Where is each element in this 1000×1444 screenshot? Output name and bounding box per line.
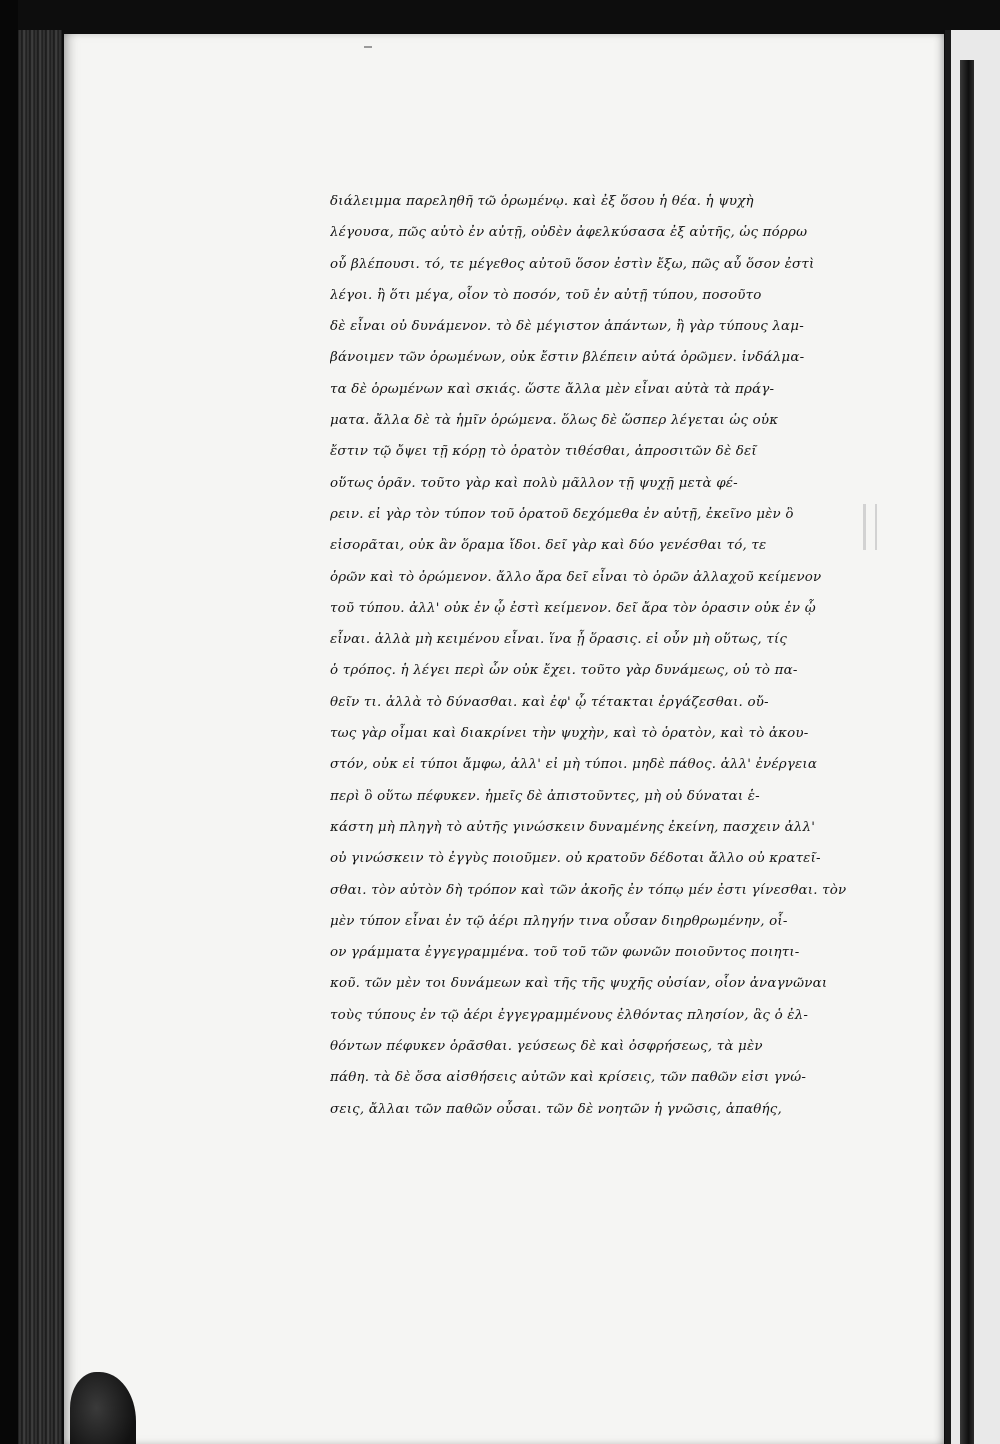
manuscript-line: εἰσορᾶται, οὐκ ἂν ὅραμα ἴδοι. δεῖ γὰρ καὶ δύο γενέσθαι τό, τε xyxy=(330,538,767,554)
manuscript-line: οὗ βλέπουσι. τό, τε μέγεθος αὐτοῦ ὅσον ἐστὶν ἔξω, πῶς αὖ ὅσον ἐστὶ xyxy=(330,256,815,272)
manuscript-line: τοῦ τύπου. ἀλλ' οὐκ ἐν ᾧ ἐστὶ κείμενον. δεῖ ἄρα τὸν ὁρασιν οὐκ ἐν ᾧ xyxy=(330,600,816,616)
manuscript-line: πάθη. τὰ δὲ ὅσα αἰσθήσεις αὐτῶν καὶ κρίσεις, τῶν παθῶν εἰσι γνώ- xyxy=(330,1070,807,1086)
manuscript-line: ὁ τρόπος. ἡ λέγει περὶ ὧν οὐκ ἔχει. τοῦτο γὰρ δυνάμεως, οὐ τὸ πα- xyxy=(330,663,798,679)
manuscript-line: τοὺς τύπους ἐν τῷ ἀέρι ἐγγεγραμμένους ἐλθόντας πλησίον, ἃς ὁ ἐλ- xyxy=(330,1007,809,1023)
page-gutter-shadow xyxy=(960,60,974,1444)
manuscript-line: θόντων πέφυκεν ὁρᾶσθαι. γεύσεως δὲ καὶ ὀσφρήσεως, τὰ μὲν xyxy=(330,1039,763,1055)
manuscript-page xyxy=(64,34,944,1444)
manuscript-line: ἔστιν τῷ ὄψει τῇ κόρῃ τὸ ὁρατὸν τιθέσθαι, ἀπροσιτῶν δὲ δεῖ xyxy=(330,444,757,460)
book-fore-edge xyxy=(18,30,62,1444)
manuscript-line: στόν, οὐκ εἰ τύποι ἄμφω, ἀλλ' εἰ μὴ τύποι. μηδὲ πάθος. ἀλλ' ἐνέργεια xyxy=(330,757,818,773)
manuscript-line: μὲν τύπον εἶναι ἐν τῷ ἀέρι πληγήν τινα οὖσαν διηρθρωμένην, οἷ- xyxy=(330,913,788,929)
manuscript-line: κοῦ. τῶν μὲν τοι δυνάμεων καὶ τῆς τῆς ψυχῆς οὐσίαν, οἷον ἀναγνῶναι xyxy=(330,976,828,992)
manuscript-line: λέγουσα, πῶς αὐτὸ ἐν αὐτῇ, οὐδὲν ἀφελκύσασα ἐξ αὐτῆς, ὡς πόρρω xyxy=(330,225,808,241)
manuscript-line: δὲ εἶναι οὐ δυνάμενον. τὸ δὲ μέγιστον ἁπάντων, ἢ γὰρ τύπους λαμ- xyxy=(330,319,804,335)
manuscript-line: ρειν. εἰ γὰρ τὸν τύπον τοῦ ὁρατοῦ δεχόμεθα ἐν αὐτῇ, ἐκεῖνο μὲν ὃ xyxy=(330,506,794,522)
manuscript-line: εἶναι. ἀλλὰ μὴ κειμένου εἶναι. ἵνα ᾖ ὅρασις. εἰ οὖν μὴ οὕτως, τίς xyxy=(330,632,788,648)
manuscript-line: σθαι. τὸν αὐτὸν δὴ τρόπον καὶ τῶν ἀκοῆς ἐν τόπῳ μέν ἐστι γίνεσθαι. τὸν xyxy=(330,882,847,898)
manuscript-line: περὶ ὃ οὕτω πέφυκεν. ἡμεῖς δὲ ἀπιστοῦντες, μὴ οὐ δύναται ἑ- xyxy=(330,788,760,804)
manuscript-line: τως γὰρ οἶμαι καὶ διακρίνει τὴν ψυχὴν, καὶ τὸ ὁρατὸν, καὶ τὸ ἀκου- xyxy=(330,726,809,742)
manuscript-line: ματα. ἄλλα δὲ τὰ ἡμῖν ὁρώμενα. ὅλως δὲ ὥσπερ λέγεται ὡς οὐκ xyxy=(330,413,779,429)
manuscript-line: κάστη μὴ πληγὴ τὸ αὐτῆς γινώσκειν δυναμένης ἐκείνη, πασχειν ἀλλ' xyxy=(330,819,816,835)
greek-text-block xyxy=(330,186,870,1125)
manuscript-line: ὁρῶν καὶ τὸ ὁρώμενον. ἄλλο ἄρα δεῖ εἶναι τὸ ὁρῶν ἀλλαχοῦ κείμενον xyxy=(330,569,822,585)
manuscript-line: θεῖν τι. ἀλλὰ τὸ δύνασθαι. καὶ ἐφ' ᾧ τέτακται ἐργάζεσθαι. οὔ- xyxy=(330,694,769,710)
manuscript-line: βάνοιμεν τῶν ὁρωμένων, οὐκ ἔστιν βλέπειν αὐτά ὁρῶμεν. ἰνδάλμα- xyxy=(330,350,805,366)
manuscript-line: διάλειμμα παρεληθῆ τῶ ὁρωμένῳ. καὶ ἐξ ὅσου ἡ θέα. ἡ ψυχὴ xyxy=(330,194,754,209)
book-binding-edge xyxy=(0,0,18,1444)
manuscript-line: λέγοι. ἢ ὅτι μέγα, οἷον τὸ ποσόν, τοῦ ἐν αὐτῇ τύπου, ποσοῦτο xyxy=(330,287,762,303)
manuscript-line: σεις, ἄλλαι τῶν παθῶν οὖσαι. τῶν δὲ νοητῶν ἡ γνῶσις, ἀπαθής, xyxy=(330,1101,782,1117)
page-speck xyxy=(364,46,372,48)
manuscript-line: τα δὲ ὁρωμένων καὶ σκιάς. ὥστε ἄλλα μὲν εἶναι αὐτὰ τὰ πράγ- xyxy=(330,381,775,397)
manuscript-line: οὐ γινώσκειν τὸ ἐγγὺς ποιοῦμεν. οὐ κρατοῦν δέδοται ἄλλο οὐ κρατεῖ- xyxy=(330,851,821,867)
manuscript-line: οὕτως ὁρᾶν. τοῦτο γὰρ καὶ πολὺ μᾶλλον τῇ ψυχῇ μετὰ φέ- xyxy=(330,475,738,491)
manuscript-line: ον γράμματα ἐγγεγραμμένα. τοῦ τοῦ τῶν φωνῶν ποιοῦντος ποιητι- xyxy=(330,945,800,961)
